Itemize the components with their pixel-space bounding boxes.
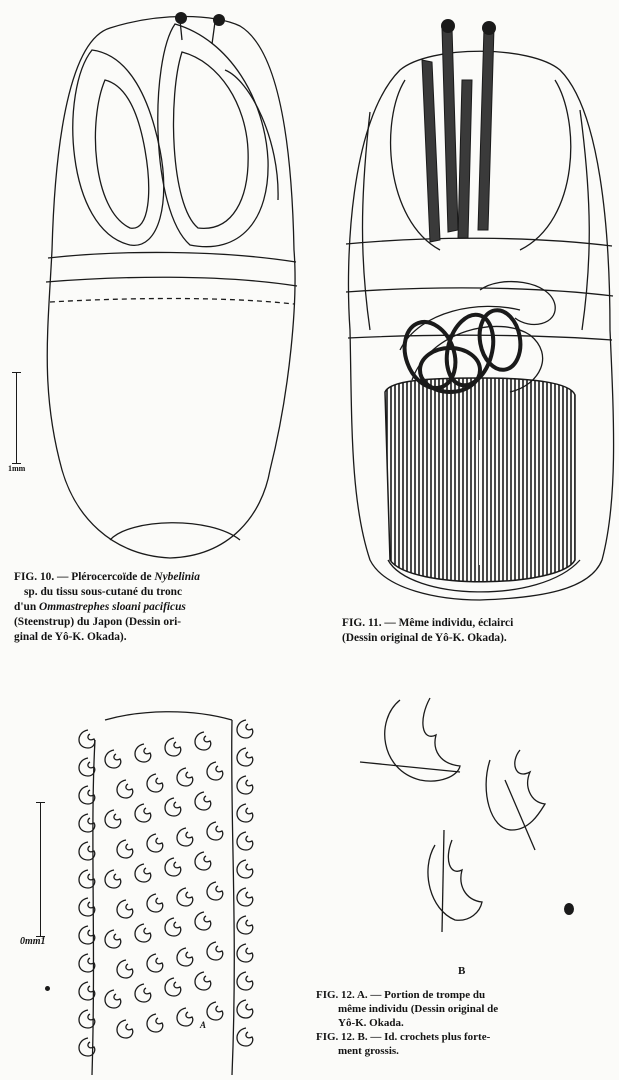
hook	[195, 732, 211, 750]
hook	[165, 918, 181, 936]
hook	[207, 1002, 223, 1020]
hook	[135, 984, 151, 1002]
fig12a-caption-line1: FIG. 12. A. — Portion de trompe du	[316, 989, 486, 1001]
hook	[117, 900, 133, 918]
hook	[117, 1020, 133, 1038]
hook	[237, 1000, 253, 1018]
fig10-caption-line1-italic: Nybelinia	[154, 571, 200, 583]
hook	[195, 852, 211, 870]
hook	[117, 960, 133, 978]
hook	[147, 894, 163, 912]
hook	[237, 972, 253, 990]
figure-10-drawing	[0, 0, 320, 570]
fig12-caption	[316, 988, 616, 1058]
figure-10	[0, 0, 320, 570]
hook	[195, 972, 211, 990]
fig12a-scale-bar	[40, 802, 41, 937]
hook	[207, 762, 223, 780]
hook	[177, 888, 193, 906]
fig10-caption-line1-pre: FIG. 10. — Plérocercoïde de	[14, 571, 155, 583]
hook	[105, 870, 121, 888]
hook	[237, 888, 253, 906]
hook	[147, 954, 163, 972]
fig10-scale-label: 1mm	[8, 464, 26, 473]
hook	[237, 776, 253, 794]
fig10-caption	[14, 570, 314, 645]
hook	[165, 738, 181, 756]
hook	[105, 930, 121, 948]
hook	[79, 982, 95, 1000]
hook	[117, 780, 133, 798]
fig10-caption-line4: (Steenstrup) du Japon (Dessin ori-	[14, 616, 182, 628]
hook	[79, 814, 95, 832]
fig11-caption-line1: FIG. 11. — Même individu, éclairci	[342, 617, 514, 629]
hook	[237, 804, 253, 822]
hook	[237, 860, 253, 878]
hook	[165, 858, 181, 876]
hook-marks	[79, 720, 253, 1056]
hook	[135, 744, 151, 762]
hook	[177, 1008, 193, 1026]
hook	[79, 786, 95, 804]
figure-12a	[0, 680, 300, 1080]
figure-12a-drawing	[0, 680, 300, 1080]
hook	[195, 792, 211, 810]
hook	[147, 1014, 163, 1032]
fig11-caption	[342, 616, 617, 646]
hook	[177, 768, 193, 786]
hook	[177, 948, 193, 966]
fig12b-panel-label: B	[458, 965, 466, 977]
hook	[135, 924, 151, 942]
hook	[135, 804, 151, 822]
hook	[105, 990, 121, 1008]
fig10-caption-line2: sp. du tissu sous-cutané du tronc	[24, 586, 183, 598]
hook	[147, 774, 163, 792]
hook	[195, 912, 211, 930]
figure-11	[330, 0, 619, 610]
hook	[117, 840, 133, 858]
hook	[237, 916, 253, 934]
hook	[135, 864, 151, 882]
fig10-caption-line3-pre: d'un	[14, 601, 40, 613]
fig12a-panel-label: A	[200, 1020, 207, 1030]
fig12a-caption-line2: même individu (Dessin original de	[338, 1003, 499, 1015]
hook	[79, 954, 95, 972]
hook	[237, 944, 253, 962]
hook	[105, 750, 121, 768]
figure-11-drawing	[330, 0, 619, 610]
hook	[165, 798, 181, 816]
fig11-caption-line2: (Dessin original de Yô-K. Okada).	[342, 632, 507, 644]
fig10-caption-line3-italic: Ommastrephes sloani pacificus	[39, 601, 186, 613]
fig12a-dot	[45, 986, 50, 991]
hook	[207, 882, 223, 900]
fig12a-caption-line3: Yô-K. Okada.	[338, 1017, 404, 1029]
figure-12b	[340, 680, 619, 980]
fig12a-scale-label: 0mm1	[20, 936, 46, 947]
hook	[165, 978, 181, 996]
hook	[105, 810, 121, 828]
hook	[79, 898, 95, 916]
hook	[207, 822, 223, 840]
fig12b-caption-line1: FIG. 12. B. — Id. crochets plus forte-	[316, 1031, 491, 1043]
hook	[147, 834, 163, 852]
fig12b-caption-line2: ment grossis.	[338, 1045, 399, 1057]
hook	[237, 1028, 253, 1046]
hook	[79, 730, 95, 748]
fig10-caption-line5: ginal de Yô-K. Okada).	[14, 631, 127, 643]
hook	[207, 942, 223, 960]
figure-12b-drawing	[340, 680, 619, 980]
hook	[79, 926, 95, 944]
fig10-scale-bar	[16, 372, 17, 464]
hook	[237, 832, 253, 850]
hook	[177, 828, 193, 846]
hook	[79, 870, 95, 888]
hook	[237, 720, 253, 738]
hook	[79, 758, 95, 776]
hook	[237, 748, 253, 766]
